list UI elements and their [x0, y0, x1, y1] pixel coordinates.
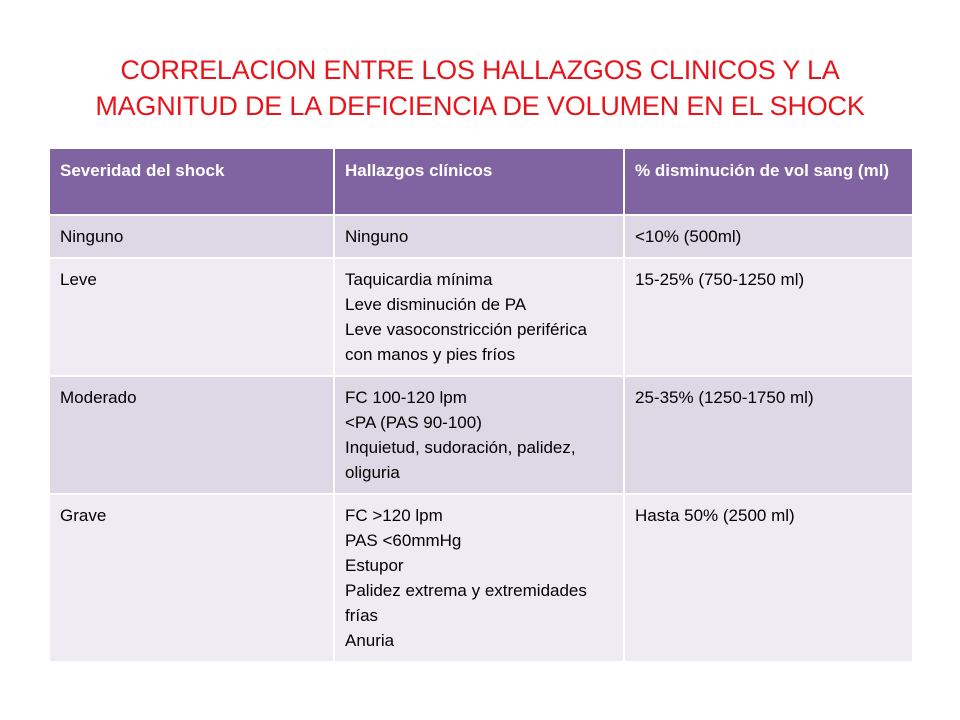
findings-cell	[334, 258, 624, 376]
header-volume-loss: % disminución de vol sang (ml)	[624, 148, 913, 215]
severity-cell: Leve	[49, 258, 334, 376]
finding-line: Estupor	[345, 556, 404, 575]
findings-cell	[334, 376, 624, 494]
finding-line: Leve disminución de PA	[345, 295, 527, 314]
severity-cell: Grave	[49, 494, 334, 662]
volume-cell: 15-25% (750-1250 ml)	[624, 258, 913, 376]
volume-cell: <10% (500ml)	[624, 215, 913, 258]
shock-correlation-table	[48, 147, 914, 663]
table-header-row	[49, 148, 913, 215]
table-row	[49, 215, 913, 258]
finding-line: PAS <60mmHg	[345, 531, 462, 550]
slide-title-line-2: MAGNITUD DE LA DEFICIENCIA DE VOLUMEN EN EL SHOCK	[95, 91, 865, 121]
header-severity: Severidad del shock	[49, 148, 334, 215]
finding-line: Palidez extrema y extremidades frías	[345, 581, 587, 625]
finding-line: FC 100-120 lpm	[345, 388, 467, 407]
table-row	[49, 376, 913, 494]
header-findings: Hallazgos clínicos	[334, 148, 624, 215]
finding-line: Leve vasoconstricción periférica con manos y pies fríos	[345, 320, 587, 364]
findings-cell	[334, 215, 624, 258]
table-row	[49, 258, 913, 376]
volume-cell: 25-35% (1250-1750 ml)	[624, 376, 913, 494]
finding-line: Inquietud, sudoración, palidez, oliguria	[345, 438, 576, 482]
table-row	[49, 494, 913, 662]
volume-cell: Hasta 50% (2500 ml)	[624, 494, 913, 662]
slide-title	[60, 52, 900, 124]
finding-line: Taquicardia mínima	[345, 270, 493, 289]
severity-cell: Moderado	[49, 376, 334, 494]
finding-line: FC >120 lpm	[345, 506, 443, 525]
severity-cell: Ninguno	[49, 215, 334, 258]
finding-line: Ninguno	[345, 227, 409, 246]
findings-cell	[334, 494, 624, 662]
slide-title-line-1: CORRELACION ENTRE LOS HALLAZGOS CLINICOS Y LA	[120, 55, 840, 85]
finding-line: <PA (PAS 90-100)	[345, 413, 482, 432]
finding-line: Anuria	[345, 631, 395, 650]
